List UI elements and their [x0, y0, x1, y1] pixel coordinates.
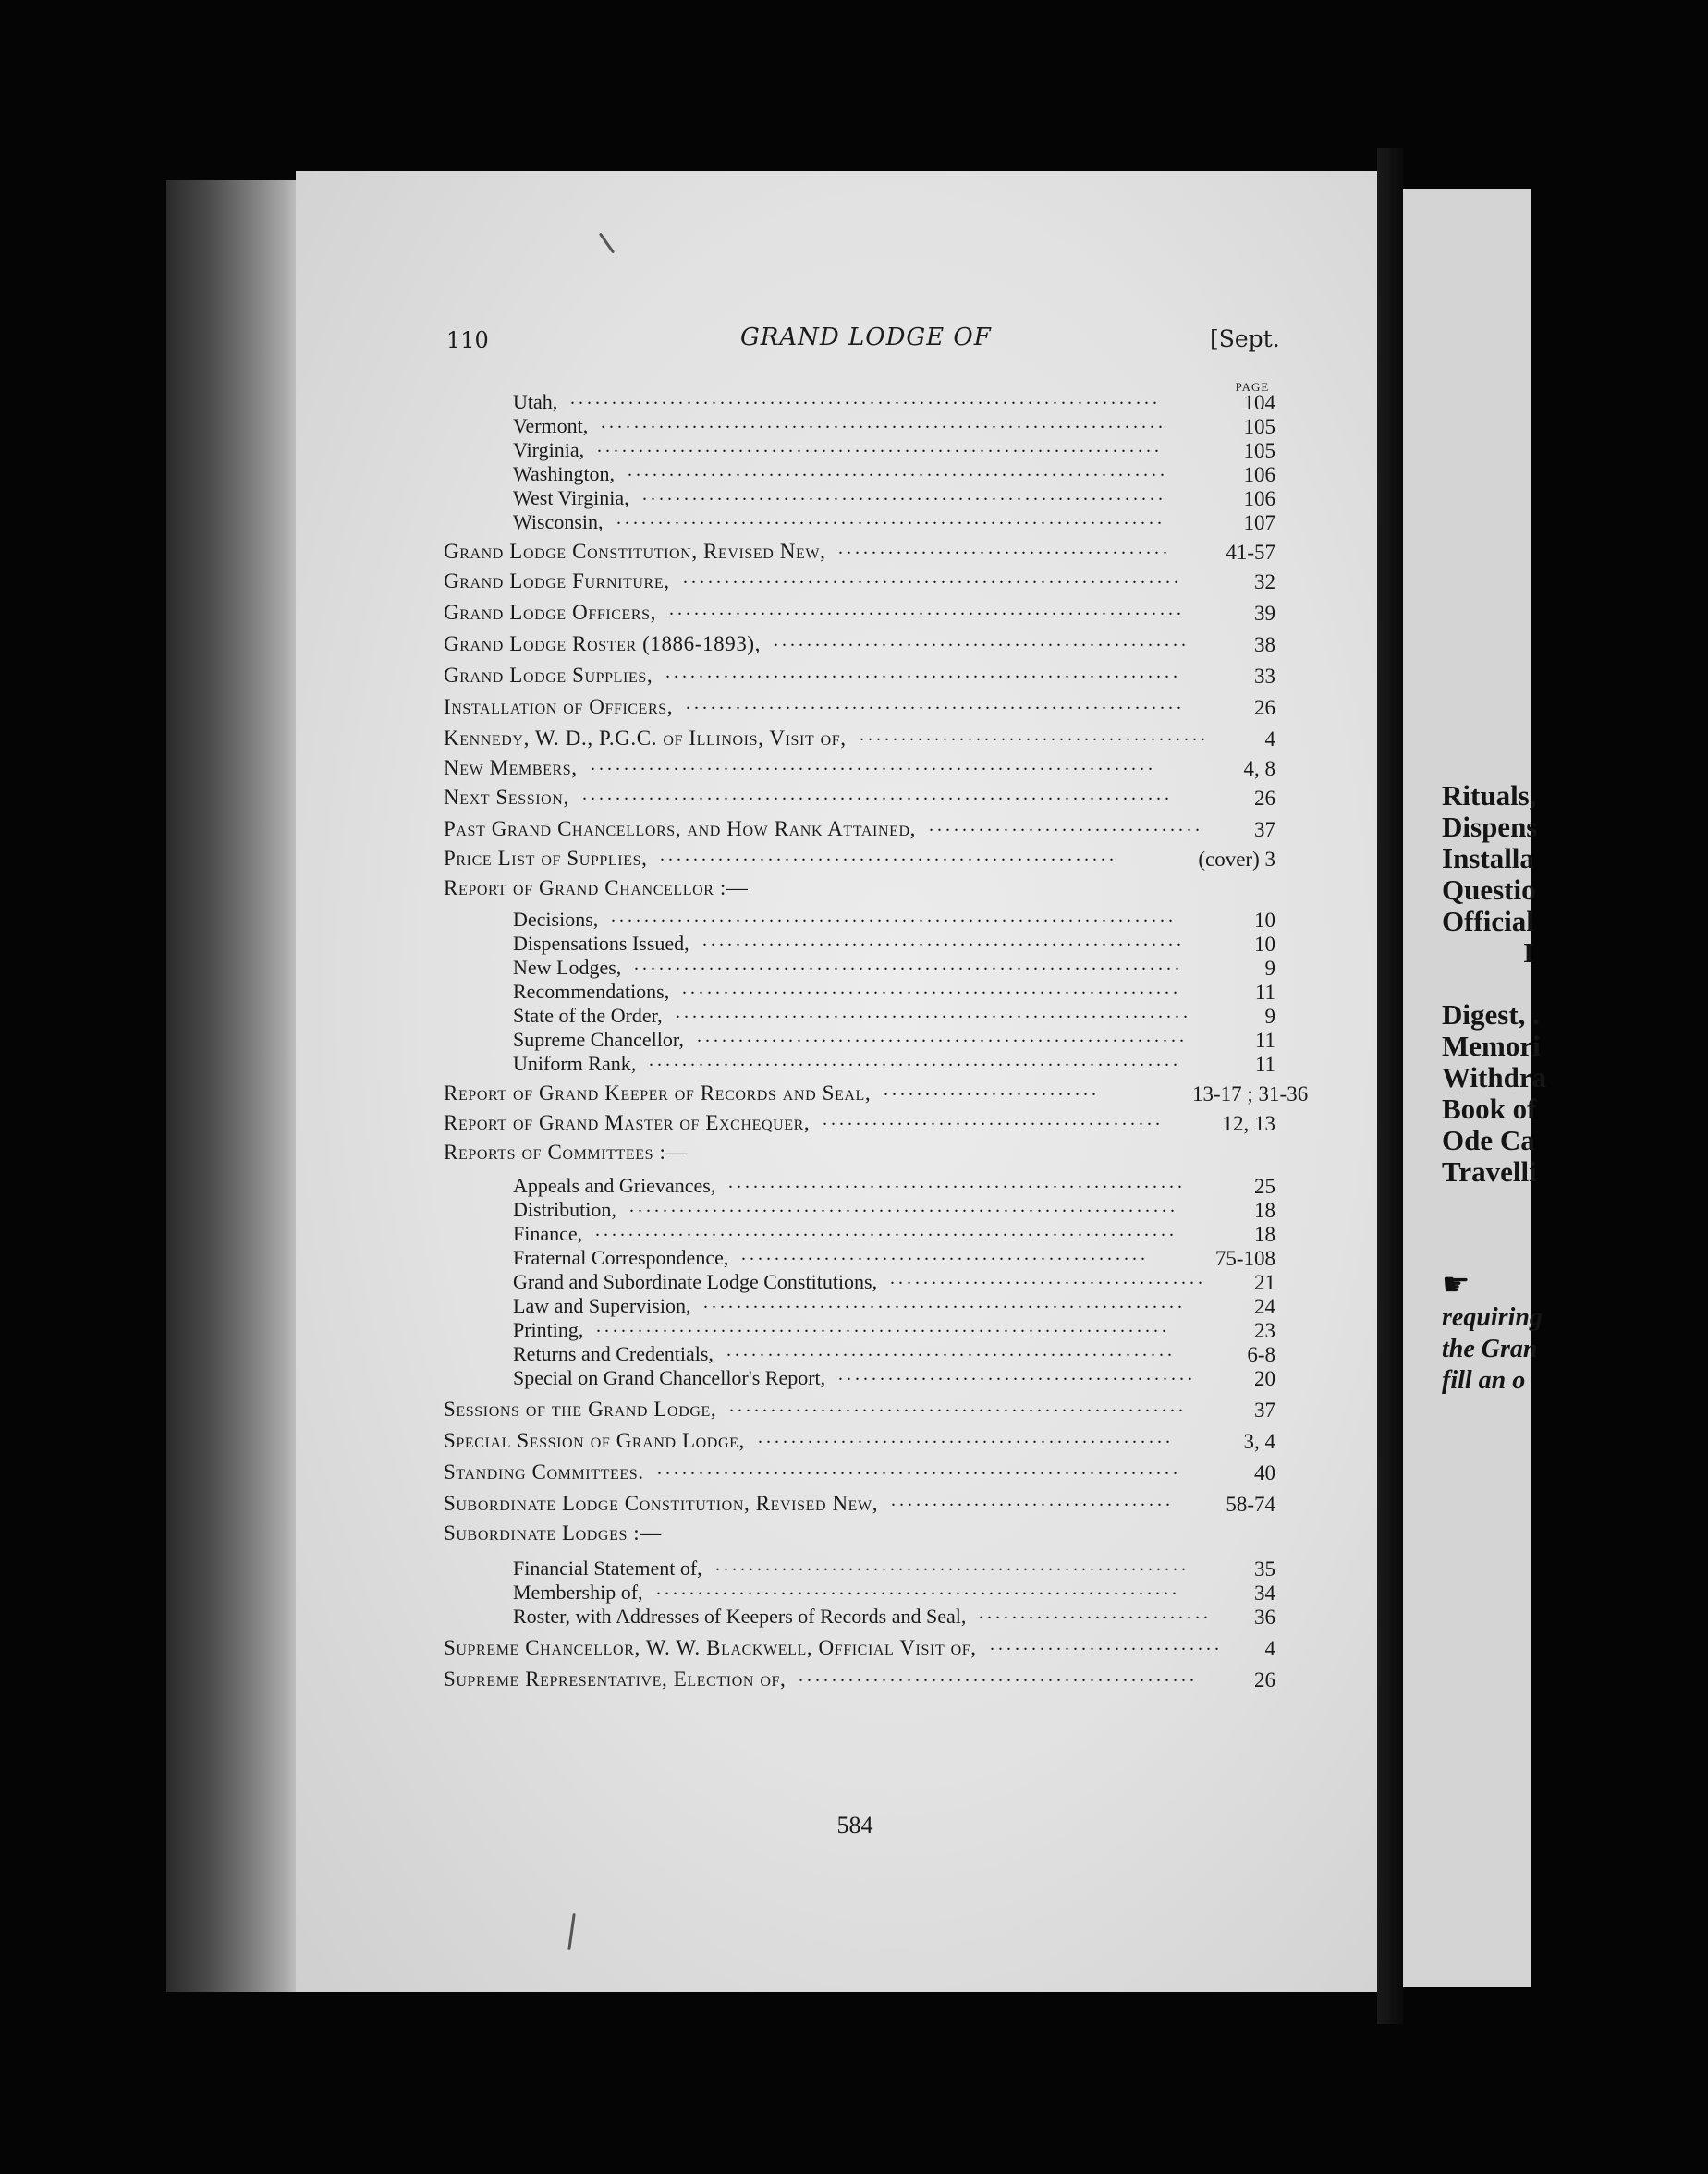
index-entry — [0, 508, 1531, 536]
dot-leader: .................................................................. — [616, 508, 1165, 529]
dot-leader: ........................................... — [838, 1364, 1196, 1385]
entry-label: Recommendations, — [513, 980, 670, 1003]
dot-leader: ......................................................... — [715, 1555, 1190, 1575]
entry-label: Kennedy, W. D., P.G.C. of Illinois, Visit of, — [444, 727, 847, 750]
dot-leader: ............................................................... — [656, 1579, 1180, 1599]
adjacent-italic-line: fill an o — [1442, 1366, 1526, 1395]
dot-leader: .......................................................... — [703, 1292, 1186, 1313]
entry-page-number: 18 — [1254, 1223, 1275, 1246]
entry-label: Roster, with Addresses of Keepers of Records and Seal, — [513, 1605, 967, 1628]
index-entry — [0, 845, 1531, 873]
entry-label: Law and Supervision, — [513, 1294, 691, 1317]
entry-label: Installation of Officers, — [444, 695, 674, 718]
dot-leader: .................................................................... — [601, 412, 1166, 433]
entry-page-number: 32 — [1254, 570, 1275, 593]
index-entry — [0, 1364, 1531, 1392]
entry-page-number: 13-17 ; 31-36 — [1192, 1082, 1309, 1105]
entry-page-number: 11 — [1254, 1053, 1275, 1076]
entry-label: Reports of Committees :— — [444, 1141, 689, 1164]
dot-leader: ...................................... — [890, 1268, 1206, 1289]
entry-page-number: 105 — [1243, 439, 1275, 462]
entry-label: Next Session, — [444, 786, 569, 809]
dot-leader: .......................... — [884, 1080, 1100, 1100]
adjacent-line: Rituals, — [1442, 779, 1537, 812]
dot-leader: .................................................. — [758, 1427, 1174, 1447]
entry-label: State of the Order, — [513, 1004, 663, 1027]
entry-page-number: 107 — [1243, 511, 1275, 534]
entry-page-number: 3, 4 — [1243, 1430, 1275, 1453]
dot-leader: .................................................................. — [629, 1196, 1178, 1216]
entry-label: West Virginia, — [513, 486, 629, 509]
index-entry — [0, 1459, 1531, 1486]
dot-leader: ....................................................................... — [582, 784, 1173, 804]
running-date: [Sept. — [1210, 325, 1280, 352]
entry-label: Sessions of the Grand Lodge, — [444, 1398, 717, 1421]
index-entry — [0, 1603, 1531, 1630]
dot-leader: ........................................................... — [697, 1026, 1188, 1046]
page-column-label: PAGE — [1235, 380, 1270, 394]
index-entry — [0, 1109, 1531, 1137]
entry-page-number: 36 — [1254, 1606, 1275, 1629]
page-folio: 110 — [446, 327, 489, 353]
entry-page-number: 24 — [1254, 1295, 1275, 1318]
entry-page-number: 33 — [1254, 665, 1275, 688]
entry-label: Distribution, — [513, 1198, 616, 1221]
dot-leader: ....................................................... — [729, 1396, 1187, 1416]
dot-leader: .................................................................... — [591, 754, 1156, 775]
entry-label: Grand and Subordinate Lodge Constitutions, — [513, 1270, 878, 1293]
index-entry — [0, 754, 1531, 782]
adjacent-line: Official — [1442, 905, 1534, 937]
entry-label: Appeals and Grievances, — [513, 1174, 716, 1197]
entry-page-number: 25 — [1254, 1175, 1275, 1198]
entry-page-number: 106 — [1243, 487, 1275, 510]
running-title: GRAND LODGE OF — [740, 324, 992, 351]
entry-page-number: 105 — [1243, 415, 1275, 438]
dot-leader: ............................................................ — [682, 978, 1181, 998]
entry-page-number: 10 — [1254, 933, 1275, 956]
entry-page-number: 12, 13 — [1222, 1112, 1275, 1135]
entry-page-number: 21 — [1254, 1271, 1275, 1294]
entry-label: Subordinate Lodges :— — [444, 1521, 662, 1545]
entry-label: Virginia, — [513, 438, 585, 461]
entry-label: Subordinate Lodge Constitution, Revised New, — [444, 1492, 879, 1515]
adjacent-line: I — [1523, 936, 1535, 969]
entry-page-number: 26 — [1254, 696, 1275, 719]
entry-label: Printing, — [513, 1318, 584, 1341]
running-head — [446, 324, 1278, 360]
entry-label: Report of Grand Keeper of Records and Seal, — [444, 1081, 872, 1105]
adjacent-italic-line: requiring — [1442, 1303, 1543, 1332]
dot-leader: .................................................................... — [611, 906, 1177, 926]
adjacent-italic-line: the Gran — [1442, 1335, 1538, 1363]
dot-leader: ............................................................ — [686, 693, 1185, 714]
dot-leader: .............................................................. — [665, 662, 1181, 682]
entry-label: Financial Statement of, — [513, 1557, 702, 1580]
index-entry — [0, 1080, 1531, 1107]
entry-label: Special Session of Grand Lodge, — [444, 1429, 745, 1452]
dot-leader: ............................................................... — [657, 1459, 1181, 1479]
entry-label: Returns and Credentials, — [513, 1342, 714, 1365]
entry-label: Wisconsin, — [513, 510, 604, 533]
index-entry — [0, 874, 1531, 902]
entry-page-number: 4 — [1264, 1637, 1275, 1660]
entry-label: Utah, — [513, 390, 558, 413]
pointing-hand-icon: ☛ — [1442, 1266, 1470, 1303]
entry-page-number: 10 — [1254, 909, 1275, 932]
index-entry — [0, 630, 1531, 658]
entry-label: Grand Lodge Supplies, — [444, 664, 653, 687]
entry-page-number: 4, 8 — [1243, 757, 1275, 780]
entry-label: Price List of Supplies, — [444, 847, 648, 870]
adjacent-line: Memori — [1442, 1030, 1541, 1062]
entry-label: New Lodges, — [513, 956, 622, 979]
dot-leader: ............................................................... — [642, 484, 1166, 505]
entry-label: Supreme Representative, Election of, — [444, 1667, 787, 1691]
index-entry — [0, 662, 1531, 690]
index-entry — [0, 1666, 1531, 1693]
adjacent-line: Digest, . — [1442, 998, 1540, 1031]
adjacent-line: Dispens — [1442, 811, 1538, 843]
dot-leader: ................................................. — [741, 1244, 1149, 1264]
entry-label: New Members, — [444, 756, 578, 779]
entry-page-number: 38 — [1254, 633, 1275, 656]
dot-leader: ................................................................. — [628, 460, 1168, 481]
entry-page-number: 20 — [1254, 1367, 1275, 1390]
entry-label: Membership of, — [513, 1581, 643, 1604]
entry-label: Vermont, — [513, 414, 589, 437]
dot-leader: ............................ — [979, 1603, 1212, 1623]
dot-leader: .................................................................. — [634, 954, 1183, 974]
index-entry — [0, 1139, 1531, 1166]
dot-leader: ....................................................................... — [570, 388, 1161, 409]
entry-label: Fraternal Correspondence, — [513, 1246, 729, 1269]
entry-label: Supreme Chancellor, — [513, 1028, 684, 1051]
index-entry — [0, 599, 1531, 627]
entry-label: Grand Lodge Constitution, Revised New, — [444, 540, 826, 563]
entry-label: Uniform Rank, — [513, 1052, 637, 1075]
entry-page-number: 104 — [1243, 391, 1275, 414]
entry-page-number: 23 — [1254, 1319, 1275, 1342]
dot-leader: .............................................................. — [676, 1002, 1191, 1022]
index-entry — [0, 1490, 1531, 1518]
adjacent-line: Ode Ca — [1442, 1124, 1535, 1156]
entry-page-number: 106 — [1243, 463, 1275, 486]
adjacent-line: Installa — [1442, 842, 1534, 874]
entry-page-number: 11 — [1254, 1029, 1275, 1052]
dot-leader: .................................................. — [774, 630, 1190, 651]
index-entry — [0, 1050, 1531, 1078]
dot-leader: ........................................ — [838, 538, 1171, 558]
dot-leader: ................................................ — [799, 1666, 1198, 1686]
adjacent-line: Withdra — [1442, 1061, 1547, 1093]
entry-label: Grand Lodge Officers, — [444, 601, 657, 624]
entry-label: Supreme Chancellor, W. W. Blackwell, Official Visit of, — [444, 1636, 977, 1659]
dot-leader: ............................ — [990, 1634, 1223, 1655]
entry-page-number: 58-74 — [1226, 1493, 1275, 1516]
entry-page-number: 40 — [1254, 1461, 1275, 1484]
entry-page-number: 37 — [1254, 818, 1275, 841]
adjacent-line: Questio — [1442, 873, 1536, 906]
dot-leader: .................................. — [891, 1490, 1174, 1510]
entry-label: Past Grand Chancellors, and How Rank Attained, — [444, 817, 916, 840]
dot-leader: ..................................................................... — [596, 1316, 1170, 1337]
index-entry — [0, 1634, 1531, 1662]
dot-leader: .............................................................. — [669, 599, 1185, 619]
index-entry — [0, 784, 1531, 812]
index-entry — [0, 693, 1531, 721]
entry-page-number: 75-108 — [1214, 1247, 1275, 1270]
entry-label: Report of Grand Master of Exchequer, — [444, 1111, 811, 1134]
entry-page-number: 37 — [1254, 1398, 1275, 1422]
dot-leader: ................................................................ — [649, 1050, 1181, 1070]
index-entry — [0, 1520, 1531, 1547]
index-entry — [0, 538, 1531, 566]
dot-leader: .......................................... — [860, 725, 1209, 745]
index-entry — [0, 815, 1531, 843]
bottom-page-number: 584 — [836, 1812, 873, 1838]
entry-label: Grand Lodge Furniture, — [444, 569, 670, 592]
entry-label: Washington, — [513, 462, 616, 485]
dot-leader: ....................................................... — [728, 1172, 1186, 1192]
entry-page-number: (cover) 3 — [1198, 848, 1275, 871]
entry-label: Finance, — [513, 1222, 583, 1245]
dot-leader: ................................. — [929, 815, 1203, 836]
dot-leader: ............................................................ — [683, 568, 1182, 588]
entry-page-number: 9 — [1264, 1005, 1275, 1028]
entry-page-number: 9 — [1264, 957, 1275, 980]
entry-label: Grand Lodge Roster (1886-1893), — [444, 632, 762, 655]
index-entry — [0, 1396, 1531, 1423]
dot-leader: .................................................................... — [597, 436, 1163, 457]
adjacent-line: Travelli — [1442, 1155, 1537, 1188]
index-entry — [0, 568, 1531, 595]
entry-page-number: 41-57 — [1226, 541, 1275, 564]
dot-leader: ...................................................... — [726, 1340, 1176, 1361]
entry-page-number: 26 — [1254, 1668, 1275, 1692]
dot-leader: ....................................................... — [660, 845, 1117, 865]
entry-page-number: 11 — [1254, 981, 1275, 1004]
index-entry — [0, 1427, 1531, 1455]
entry-page-number: 34 — [1254, 1582, 1275, 1605]
entry-page-number: 4 — [1264, 727, 1275, 751]
entry-page-number: 18 — [1254, 1199, 1275, 1222]
dot-leader: ......................................... — [823, 1109, 1164, 1130]
dot-leader: ...................................................................... — [595, 1220, 1177, 1240]
entry-label: Special on Grand Chancellor's Report, — [513, 1366, 826, 1389]
adjacent-line: Book of — [1442, 1093, 1537, 1125]
entry-label: Report of Grand Chancellor :— — [444, 876, 749, 899]
entry-page-number: 35 — [1254, 1557, 1275, 1581]
entry-page-number: 6-8 — [1247, 1343, 1275, 1366]
entry-label: Decisions, — [513, 908, 599, 931]
entry-page-number: 26 — [1254, 787, 1275, 810]
entry-label: Standing Committees. — [444, 1460, 644, 1484]
entry-page-number: 39 — [1254, 602, 1275, 625]
index-entry — [0, 725, 1531, 752]
dot-leader: .......................................................... — [702, 930, 1185, 950]
entry-label: Dispensations Issued, — [513, 932, 689, 955]
